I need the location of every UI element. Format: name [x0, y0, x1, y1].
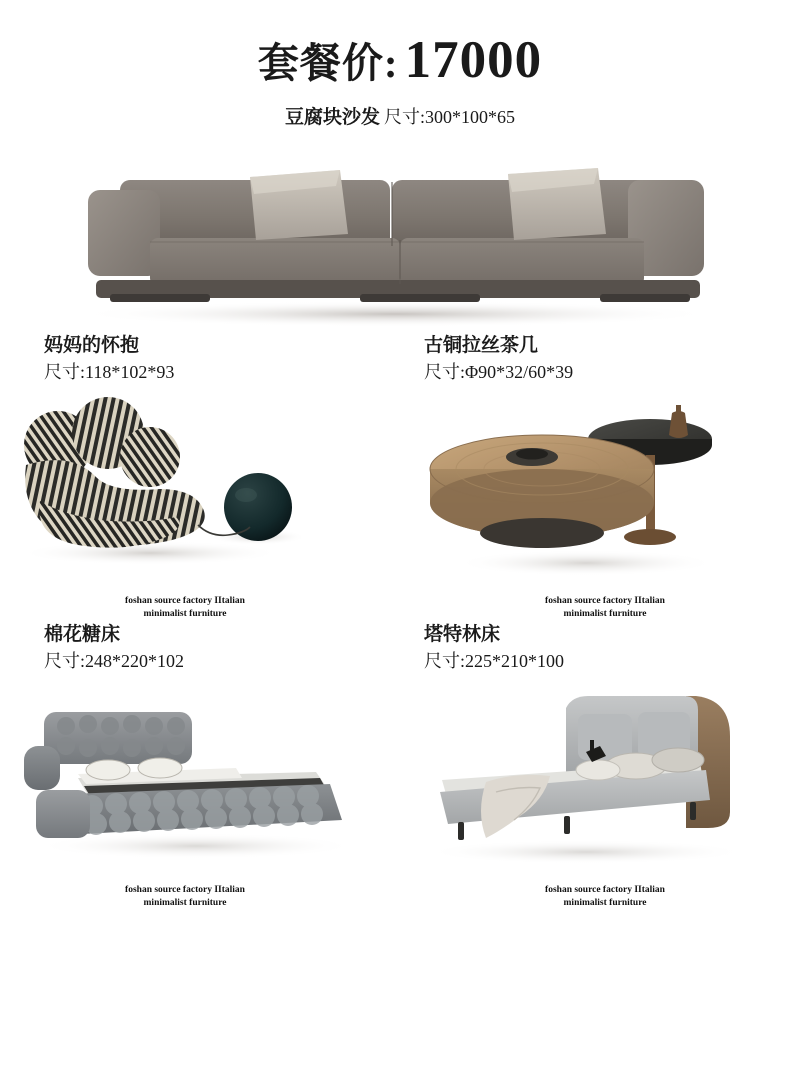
- watermark-line-2: minimalist furniture: [143, 609, 227, 619]
- price-banner: [258, 30, 542, 90]
- watermark-line-2: minimalist furniture: [563, 898, 647, 909]
- product-name: 棉花糖床: [44, 623, 121, 645]
- watermark-line-1: foshan source factory IItalian: [125, 885, 245, 896]
- watermark-line-1: foshan source factory IItalian: [545, 885, 665, 896]
- product-dimensions: 尺寸:118*102*93: [44, 362, 175, 383]
- watermark: [0, 884, 400, 910]
- hero-product-image: [0, 142, 800, 332]
- product-row: [0, 332, 800, 621]
- product-caption: [0, 621, 400, 675]
- product-row: [0, 621, 800, 910]
- watermark: [0, 595, 400, 621]
- price-value: 17000: [404, 31, 543, 89]
- watermark: [400, 595, 800, 621]
- product-dimensions: 尺寸:Φ90*32/60*39: [424, 362, 574, 383]
- product-image-bronze-table: [400, 385, 800, 595]
- product-card-marshmallow-bed[interactable]: [0, 621, 400, 910]
- watermark-line-2: minimalist furniture: [563, 609, 647, 619]
- product-image-mama-hug: [0, 385, 400, 595]
- product-grid: [0, 332, 800, 911]
- product-name: 塔特林床: [424, 623, 501, 645]
- product-dimensions: 尺寸:248*220*102: [44, 651, 185, 672]
- watermark: [400, 884, 800, 910]
- watermark-line-1: foshan source factory IItalian: [125, 596, 245, 607]
- product-card-mama-hug[interactable]: [0, 332, 400, 621]
- price-label: 套餐价:: [257, 40, 399, 86]
- product-card-tatlin-bed[interactable]: [400, 621, 800, 910]
- page-header: [0, 0, 800, 90]
- watermark-line-1: foshan source factory IItalian: [545, 596, 665, 607]
- product-card-bronze-table[interactable]: [400, 332, 800, 621]
- product-name: 妈妈的怀抱: [44, 334, 140, 356]
- product-image-tatlin-bed: [400, 674, 800, 884]
- product-dimensions: 尺寸:225*210*100: [424, 651, 565, 672]
- watermark-line-2: minimalist furniture: [143, 898, 227, 909]
- product-image-marshmallow-bed: [0, 674, 400, 884]
- product-caption: [0, 332, 400, 386]
- hero-product-dimensions: 尺寸:300*100*65: [384, 107, 516, 127]
- hero-product-name: 豆腐块沙发: [284, 107, 380, 128]
- product-name: 古铜拉丝茶几: [424, 334, 539, 356]
- product-caption: [400, 332, 800, 386]
- product-caption: [400, 621, 800, 675]
- hero-caption: [0, 104, 800, 132]
